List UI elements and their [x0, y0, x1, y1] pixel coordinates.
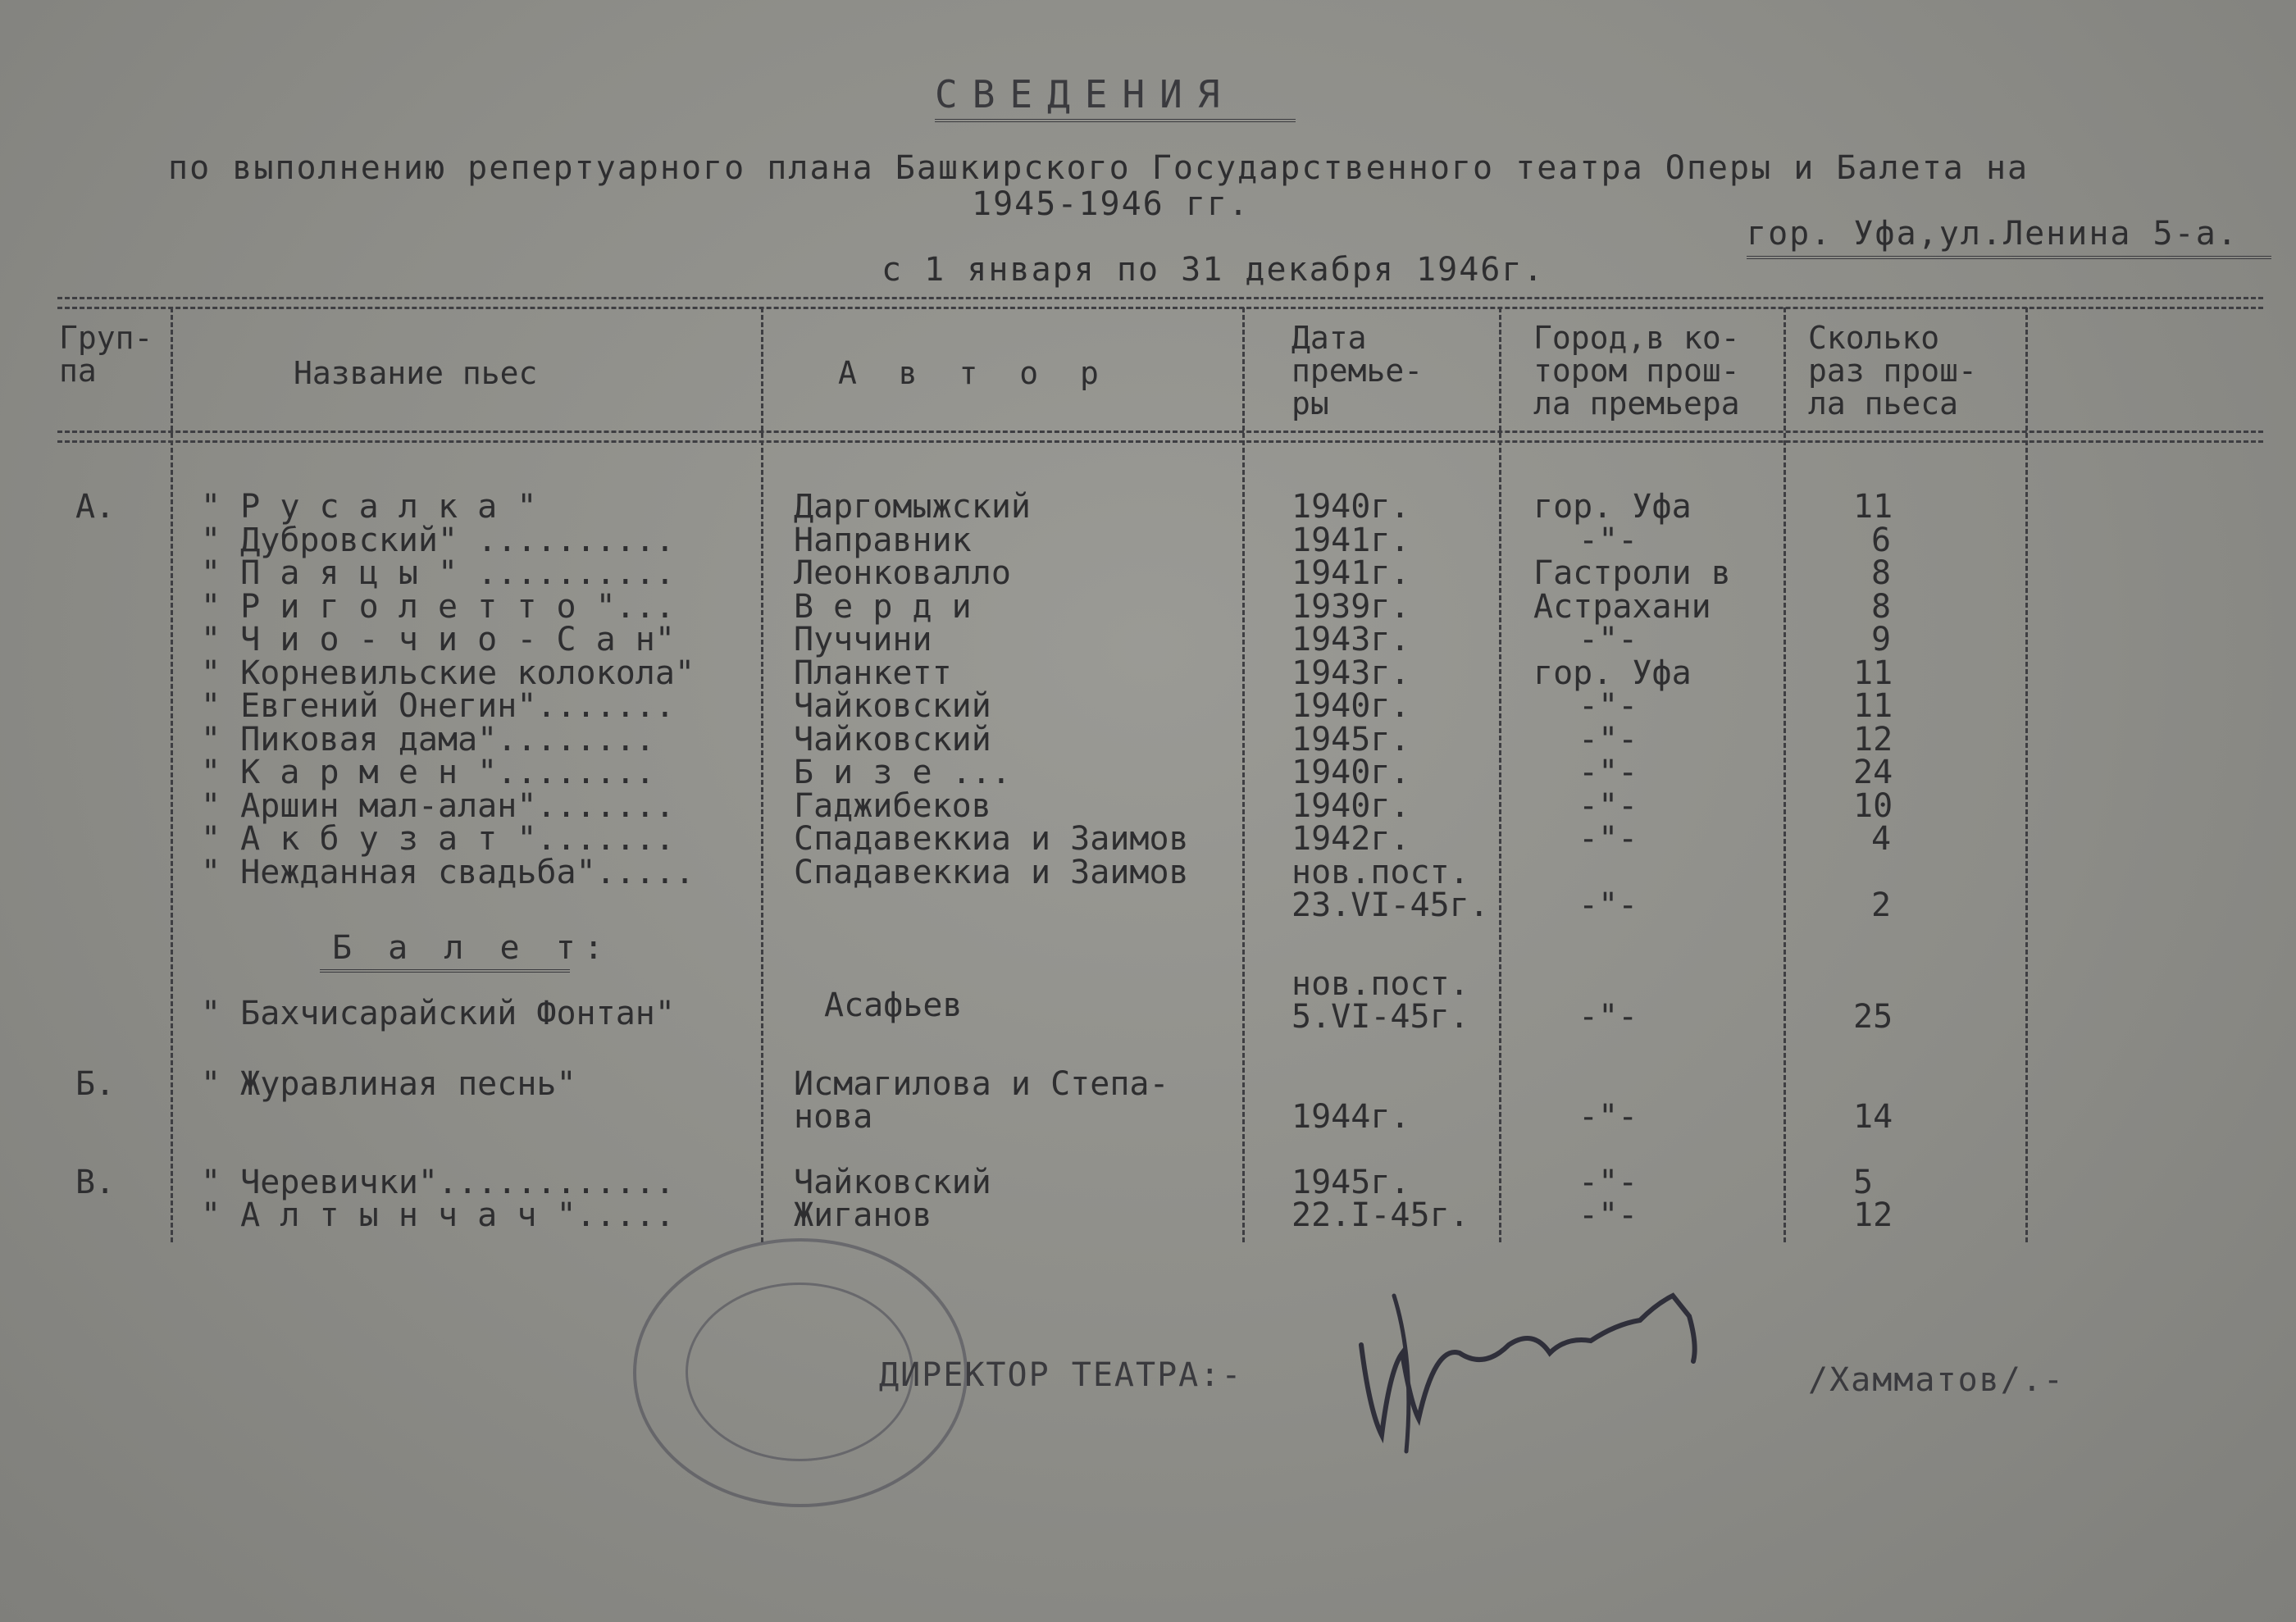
table-cell-date: 1945г.: [1292, 1164, 1410, 1201]
table-cell-count: 11: [1853, 488, 1893, 526]
theatre-address: гор. Уфа,ул.Ленина 5-а.: [1747, 215, 2239, 253]
table-cell-group: А.: [75, 488, 116, 526]
table-cell-city: -"-: [1578, 787, 1638, 825]
column-divider: [171, 308, 173, 1242]
table-cell-count: 5: [1853, 1164, 1874, 1201]
table-cell-date: 1940г.: [1292, 488, 1410, 526]
table-cell-title: " Р и г о л е т т о "...: [201, 588, 675, 626]
table-cell-count: 11: [1853, 687, 1893, 725]
table-cell-count: 8: [1871, 554, 1892, 592]
table-cell-author: Исмагилова и Степа-: [794, 1065, 1169, 1103]
table-cell-city: -"-: [1578, 1196, 1638, 1234]
table-cell-date: 1942г.: [1292, 820, 1410, 858]
table-cell-author: Спадавеккиа и Заимов: [794, 820, 1189, 858]
table-cell-author: Б и з е ...: [794, 754, 1011, 791]
table-cell-city: -"-: [1578, 621, 1638, 658]
table-cell-count: 24: [1853, 754, 1893, 791]
table-cell-date: 1944г.: [1292, 1098, 1410, 1136]
table-cell-count: 4: [1871, 820, 1892, 858]
table-cell-author: Гаджибеков: [794, 787, 991, 825]
table-cell-title: " Аршин мал-алан".......: [201, 787, 675, 825]
table-cell-city: Гастроли в: [1533, 554, 1731, 592]
table-cell-city: гор. Уфа: [1533, 654, 1692, 692]
table-cell-title: " Черевички"............: [201, 1164, 675, 1201]
table-cell-date: нов.пост.: [1292, 965, 1469, 1003]
table-top-rule-2: [57, 307, 2263, 309]
table-cell-date: 23.VI-45г.: [1292, 886, 1489, 924]
table-cell-title: " Дубровский" ..........: [201, 522, 675, 559]
director-name: /Хамматов/.-: [1808, 1361, 2065, 1399]
column-divider: [761, 308, 763, 1242]
table-cell-group: Б.: [75, 1065, 116, 1103]
title-underline: [935, 119, 1296, 122]
header-performance-count: Сколько раз прош- ла пьеса: [1808, 320, 1977, 421]
table-cell-author: Направник: [794, 522, 972, 559]
table-cell-count: 8: [1871, 588, 1892, 626]
table-cell-date: 1940г.: [1292, 754, 1410, 791]
ballet-heading: Б а л е т:: [332, 929, 612, 967]
table-cell-author: Жиганов: [794, 1196, 932, 1234]
header-author: А в т о р: [838, 355, 1110, 391]
table-header-rule: [57, 431, 2263, 433]
table-cell-title: " Пиковая дама"........: [201, 721, 655, 759]
director-signature: [1345, 1246, 1722, 1460]
table-top-rule: [57, 297, 2263, 299]
table-cell-author: Чайковский: [794, 721, 991, 759]
table-cell-count: 11: [1853, 654, 1893, 692]
table-cell-city: Астрахани: [1533, 588, 1711, 626]
table-cell-date: 1943г.: [1292, 621, 1410, 658]
table-cell-date: 1945г.: [1292, 721, 1410, 759]
table-cell-title: " А л т ы н ч а ч ".....: [201, 1196, 675, 1234]
table-cell-date: 1940г.: [1292, 687, 1410, 725]
table-cell-city: -"-: [1578, 820, 1638, 858]
column-divider: [2025, 308, 2028, 1242]
table-cell-title: " К а р м е н "........: [201, 754, 655, 791]
table-cell-author: Планкетт: [794, 654, 952, 692]
table-cell-title: " А к б у з а т ".......: [201, 820, 675, 858]
table-cell-city: -"-: [1578, 522, 1638, 559]
table-cell-author: Даргомыжский: [794, 488, 1031, 526]
table-cell-city: -"-: [1578, 754, 1638, 791]
table-cell-count: 9: [1871, 621, 1892, 658]
table-cell-author: Асафьев: [824, 986, 963, 1024]
column-divider: [1499, 308, 1501, 1242]
table-cell-city: -"-: [1578, 886, 1638, 924]
table-cell-city: гор. Уфа: [1533, 488, 1692, 526]
table-cell-count: 12: [1853, 721, 1893, 759]
table-cell-author: В е р д и: [794, 588, 972, 626]
table-cell-date: 1941г.: [1292, 554, 1410, 592]
table-cell-title: " Журавлиная песнь": [201, 1065, 576, 1103]
table-cell-group: В.: [75, 1164, 116, 1201]
table-cell-count: 10: [1853, 787, 1893, 825]
report-period: с 1 января по 31 декабря 1946г.: [882, 251, 1545, 289]
table-cell-author: Леонковалло: [794, 554, 1011, 592]
table-cell-title: " Бахчисарайский Фонтан": [201, 995, 675, 1032]
table-cell-count: 25: [1853, 998, 1893, 1036]
table-cell-author: Пуччини: [794, 621, 932, 658]
table-cell-city: -"-: [1578, 1098, 1638, 1136]
table-cell-date: 22.I-45г.: [1292, 1196, 1469, 1234]
document-subtitle-years: 1945-1946 гг.: [972, 185, 1250, 223]
table-cell-title: " Евгений Онегин".......: [201, 687, 675, 725]
table-cell-date: 1943г.: [1292, 654, 1410, 692]
header-premiere-date: Дата премье- ры: [1292, 320, 1424, 421]
table-cell-date: 5.VI-45г.: [1292, 998, 1469, 1036]
table-cell-title: " П а я ц ы " ..........: [201, 554, 675, 592]
table-cell-author: Чайковский: [794, 1164, 991, 1201]
table-cell-title: " Нежданная свадьба".....: [201, 854, 695, 891]
table-cell-author: Спадавеккиа и Заимов: [794, 854, 1189, 891]
column-divider: [1242, 308, 1245, 1242]
table-cell-city: -"-: [1578, 998, 1638, 1036]
table-cell-city: -"-: [1578, 721, 1638, 759]
table-cell-title: " Ч и о - ч и о - С а н": [201, 621, 675, 658]
table-cell-city: -"-: [1578, 687, 1638, 725]
table-cell-title: " Корневильские колокола": [201, 654, 695, 692]
table-cell-date: 1940г.: [1292, 787, 1410, 825]
table-cell-author: Чайковский: [794, 687, 991, 725]
table-cell-count: 2: [1871, 886, 1892, 924]
table-cell-date: 1941г.: [1292, 522, 1410, 559]
table-cell-count: 6: [1871, 522, 1892, 559]
table-cell-city: -"-: [1578, 1164, 1638, 1201]
document-subtitle: по выполнению репертуарного плана Башкирского Государственного театра Оперы и Балета на: [168, 149, 2029, 187]
ballet-heading-underline: [320, 969, 570, 973]
table-cell-count: 12: [1853, 1196, 1893, 1234]
table-header-rule-2: [57, 440, 2263, 443]
header-premiere-city: Город,в ко- тором прош- ла премьера: [1533, 320, 1740, 421]
table-cell-date: 1939г.: [1292, 588, 1410, 626]
director-label: ДИРЕКТОР ТЕАТРА:-: [879, 1356, 1243, 1394]
address-underline: [1747, 256, 2271, 259]
table-cell-title: " Р у с а л к а ": [201, 488, 537, 526]
header-group: Груп- па: [59, 320, 153, 389]
table-cell-count: 14: [1853, 1098, 1893, 1136]
column-divider: [1784, 308, 1786, 1242]
header-title: Название пьес: [294, 355, 538, 391]
table-cell-author: нова: [794, 1098, 873, 1136]
table-cell-date: нов.пост.: [1292, 854, 1469, 891]
document-title: СВЕДЕНИЯ: [935, 72, 1235, 116]
